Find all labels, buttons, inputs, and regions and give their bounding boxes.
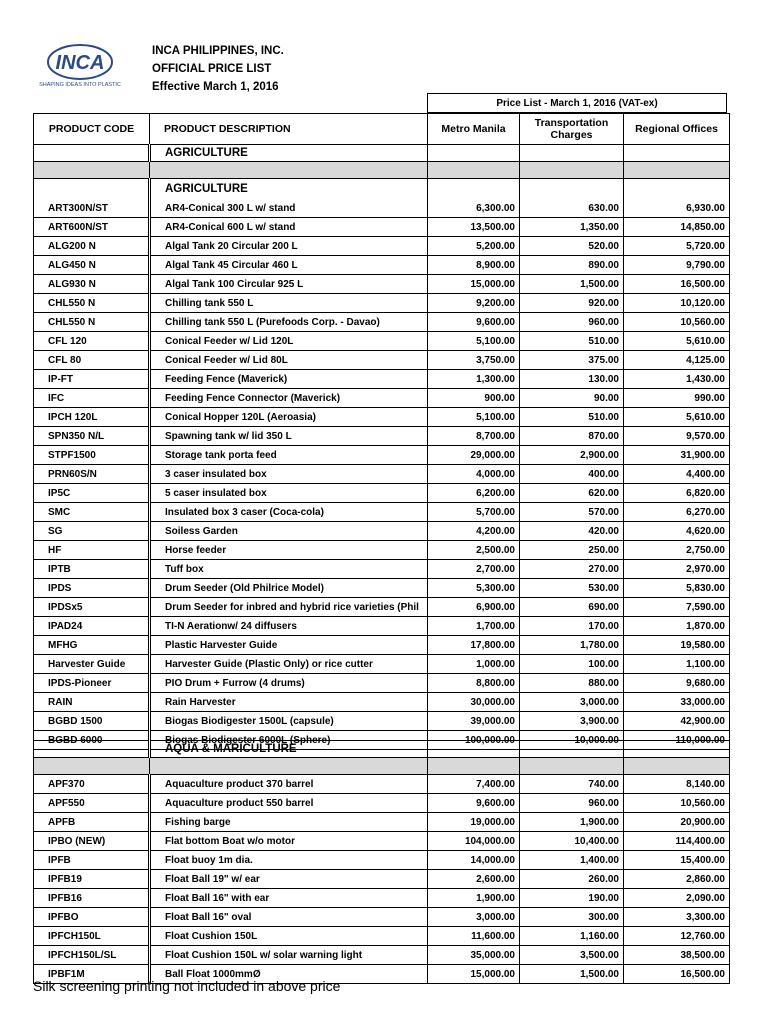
price-regional: 38,500.00 bbox=[624, 946, 730, 965]
product-description: Fishing barge bbox=[150, 813, 428, 832]
col-header-regional: Regional Offices bbox=[624, 114, 730, 145]
transportation-charge: 630.00 bbox=[520, 199, 624, 218]
table-row bbox=[34, 617, 730, 636]
transportation-charge: 90.00 bbox=[520, 389, 624, 408]
agriculture-price-table bbox=[33, 113, 730, 750]
product-code: STPF1500 bbox=[34, 446, 150, 465]
product-code: SPN350 N/L bbox=[34, 427, 150, 446]
product-description: Biogas Biodigester 1500L (capsule) bbox=[150, 712, 428, 731]
product-code: CHL550 N bbox=[34, 294, 150, 313]
product-code: IPDS bbox=[34, 579, 150, 598]
price-regional: 14,850.00 bbox=[624, 218, 730, 237]
col-header-transport: Transportation Charges bbox=[520, 114, 624, 145]
transportation-charge: 520.00 bbox=[520, 237, 624, 256]
price-regional: 4,125.00 bbox=[624, 351, 730, 370]
price-metro-manila: 14,000.00 bbox=[428, 851, 520, 870]
product-code: IPDS-Pioneer bbox=[34, 674, 150, 693]
price-regional: 10,120.00 bbox=[624, 294, 730, 313]
product-description: Storage tank porta feed bbox=[150, 446, 428, 465]
price-regional: 20,900.00 bbox=[624, 813, 730, 832]
section-title-agriculture: AGRICULTURE bbox=[150, 145, 428, 162]
table-row bbox=[34, 389, 730, 408]
product-code: IPFB bbox=[34, 851, 150, 870]
price-regional: 16,500.00 bbox=[624, 275, 730, 294]
table-row bbox=[34, 946, 730, 965]
price-metro-manila: 9,200.00 bbox=[428, 294, 520, 313]
price-regional: 2,970.00 bbox=[624, 560, 730, 579]
table-row bbox=[34, 332, 730, 351]
table-row bbox=[34, 465, 730, 484]
price-metro-manila: 5,700.00 bbox=[428, 503, 520, 522]
table-row bbox=[34, 889, 730, 908]
aqua-price-table bbox=[33, 740, 730, 984]
product-description: Conical Hopper 120L (Aeroasia) bbox=[150, 408, 428, 427]
price-metro-manila: 8,800.00 bbox=[428, 674, 520, 693]
table-row bbox=[34, 541, 730, 560]
product-code: MFHG bbox=[34, 636, 150, 655]
transportation-charge: 530.00 bbox=[520, 579, 624, 598]
table-row bbox=[34, 870, 730, 889]
price-metro-manila: 15,000.00 bbox=[428, 965, 520, 984]
table-row bbox=[34, 636, 730, 655]
price-regional: 9,570.00 bbox=[624, 427, 730, 446]
price-regional: 7,590.00 bbox=[624, 598, 730, 617]
product-code: IPFB19 bbox=[34, 870, 150, 889]
product-code: CFL 120 bbox=[34, 332, 150, 351]
price-metro-manila: 17,800.00 bbox=[428, 636, 520, 655]
price-regional: 31,900.00 bbox=[624, 446, 730, 465]
table-row bbox=[34, 522, 730, 541]
price-regional: 9,790.00 bbox=[624, 256, 730, 275]
price-metro-manila: 100,000.00 bbox=[428, 731, 520, 750]
transportation-charge: 100.00 bbox=[520, 655, 624, 674]
price-regional: 16,500.00 bbox=[624, 965, 730, 984]
transportation-charge: 2,900.00 bbox=[520, 446, 624, 465]
product-description: Float Cushion 150L w/ solar warning light bbox=[150, 946, 428, 965]
col-header-metro: Metro Manila bbox=[428, 114, 520, 145]
product-description: Horse feeder bbox=[150, 541, 428, 560]
product-description: Feeding Fence Connector (Maverick) bbox=[150, 389, 428, 408]
transportation-charge: 400.00 bbox=[520, 465, 624, 484]
table-header-row bbox=[34, 114, 730, 145]
table-row bbox=[34, 832, 730, 851]
price-metro-manila: 5,200.00 bbox=[428, 237, 520, 256]
price-regional: 19,580.00 bbox=[624, 636, 730, 655]
svg-text:INCA: INCA bbox=[55, 52, 105, 74]
transportation-charge: 375.00 bbox=[520, 351, 624, 370]
section-row bbox=[34, 145, 730, 162]
product-description: Chilling tank 550 L (Purefoods Corp. - Davao) bbox=[150, 313, 428, 332]
price-regional: 10,560.00 bbox=[624, 794, 730, 813]
table-row bbox=[34, 813, 730, 832]
transportation-charge: 890.00 bbox=[520, 256, 624, 275]
svg-text:SHAPING IDEAS INTO PLASTIC: SHAPING IDEAS INTO PLASTIC bbox=[39, 82, 121, 88]
product-description: AR4-Conical 600 L w/ stand bbox=[150, 218, 428, 237]
price-metro-manila: 30,000.00 bbox=[428, 693, 520, 712]
transportation-charge: 510.00 bbox=[520, 332, 624, 351]
product-code: HF bbox=[34, 541, 150, 560]
price-regional: 9,680.00 bbox=[624, 674, 730, 693]
transportation-charge: 190.00 bbox=[520, 889, 624, 908]
product-code: CFL 80 bbox=[34, 351, 150, 370]
product-code: IFC bbox=[34, 389, 150, 408]
price-metro-manila: 4,200.00 bbox=[428, 522, 520, 541]
transportation-charge: 170.00 bbox=[520, 617, 624, 636]
transportation-charge: 270.00 bbox=[520, 560, 624, 579]
transportation-charge: 620.00 bbox=[520, 484, 624, 503]
transportation-charge: 570.00 bbox=[520, 503, 624, 522]
col-header-description: PRODUCT DESCRIPTION bbox=[150, 114, 428, 145]
transportation-charge: 300.00 bbox=[520, 908, 624, 927]
price-regional: 4,400.00 bbox=[624, 465, 730, 484]
company-logo bbox=[30, 40, 130, 90]
price-metro-manila: 5,100.00 bbox=[428, 332, 520, 351]
price-metro-manila: 2,600.00 bbox=[428, 870, 520, 889]
product-description: Plastic Harvester Guide bbox=[150, 636, 428, 655]
table-row bbox=[34, 712, 730, 731]
price-metro-manila: 1,300.00 bbox=[428, 370, 520, 389]
product-description: Aquaculture product 550 barrel bbox=[150, 794, 428, 813]
price-metro-manila: 900.00 bbox=[428, 389, 520, 408]
transportation-charge: 1,500.00 bbox=[520, 965, 624, 984]
product-description: Rain Harvester bbox=[150, 693, 428, 712]
price-metro-manila: 6,300.00 bbox=[428, 199, 520, 218]
product-description: Conical Feeder w/ Lid 120L bbox=[150, 332, 428, 351]
product-description: Float Cushion 150L bbox=[150, 927, 428, 946]
price-regional: 110,000.00 bbox=[624, 731, 730, 750]
price-regional: 1,870.00 bbox=[624, 617, 730, 636]
product-code: IP-FT bbox=[34, 370, 150, 389]
product-code: IPBO (NEW) bbox=[34, 832, 150, 851]
price-metro-manila: 9,600.00 bbox=[428, 794, 520, 813]
table-row bbox=[34, 908, 730, 927]
product-code: CHL550 N bbox=[34, 313, 150, 332]
company-name: INCA PHILIPPINES, INC. bbox=[152, 45, 284, 57]
table-row bbox=[34, 313, 730, 332]
table-row bbox=[34, 598, 730, 617]
product-description: Ball Float 1000mmØ bbox=[150, 965, 428, 984]
table-row bbox=[34, 579, 730, 598]
effective-date: Effective March 1, 2016 bbox=[152, 81, 279, 93]
price-metro-manila: 9,600.00 bbox=[428, 313, 520, 332]
product-code: BGBD 6000 bbox=[34, 731, 150, 750]
price-regional: 1,100.00 bbox=[624, 655, 730, 674]
price-metro-manila: 15,000.00 bbox=[428, 275, 520, 294]
transportation-charge: 1,160.00 bbox=[520, 927, 624, 946]
product-code: SMC bbox=[34, 503, 150, 522]
transportation-charge: 130.00 bbox=[520, 370, 624, 389]
table-row bbox=[34, 218, 730, 237]
product-description: PIO Drum + Furrow (4 drums) bbox=[150, 674, 428, 693]
product-code: ART600N/ST bbox=[34, 218, 150, 237]
transportation-charge: 1,350.00 bbox=[520, 218, 624, 237]
price-metro-manila: 19,000.00 bbox=[428, 813, 520, 832]
product-description: Conical Feeder w/ Lid 80L bbox=[150, 351, 428, 370]
transportation-charge: 3,500.00 bbox=[520, 946, 624, 965]
price-metro-manila: 2,500.00 bbox=[428, 541, 520, 560]
price-metro-manila: 3,750.00 bbox=[428, 351, 520, 370]
price-regional: 5,830.00 bbox=[624, 579, 730, 598]
product-code: SG bbox=[34, 522, 150, 541]
price-regional: 5,720.00 bbox=[624, 237, 730, 256]
product-code: APFB bbox=[34, 813, 150, 832]
price-regional: 5,610.00 bbox=[624, 332, 730, 351]
product-description: 5 caser insulated box bbox=[150, 484, 428, 503]
table-row bbox=[34, 199, 730, 218]
table-row bbox=[34, 351, 730, 370]
price-metro-manila: 1,000.00 bbox=[428, 655, 520, 674]
price-metro-manila: 3,000.00 bbox=[428, 908, 520, 927]
price-metro-manila: 8,900.00 bbox=[428, 256, 520, 275]
transportation-charge: 3,000.00 bbox=[520, 693, 624, 712]
product-code: APF550 bbox=[34, 794, 150, 813]
price-metro-manila: 39,000.00 bbox=[428, 712, 520, 731]
product-description: Drum Seeder (Old Philrice Model) bbox=[150, 579, 428, 598]
transportation-charge: 1,780.00 bbox=[520, 636, 624, 655]
product-description: Float Ball 19" w/ ear bbox=[150, 870, 428, 889]
price-regional: 12,760.00 bbox=[624, 927, 730, 946]
transportation-charge: 960.00 bbox=[520, 794, 624, 813]
product-description: AR4-Conical 300 L w/ stand bbox=[150, 199, 428, 218]
subsection-row bbox=[34, 179, 730, 200]
table-row bbox=[34, 693, 730, 712]
table-row bbox=[34, 237, 730, 256]
price-metro-manila: 8,700.00 bbox=[428, 427, 520, 446]
price-regional: 1,430.00 bbox=[624, 370, 730, 389]
price-regional: 114,400.00 bbox=[624, 832, 730, 851]
price-metro-manila: 6,200.00 bbox=[428, 484, 520, 503]
product-description: Soiless Garden bbox=[150, 522, 428, 541]
table-row bbox=[34, 294, 730, 313]
price-regional: 2,090.00 bbox=[624, 889, 730, 908]
product-code: IPFCH150L/SL bbox=[34, 946, 150, 965]
table-row bbox=[34, 484, 730, 503]
product-code: IPDSx5 bbox=[34, 598, 150, 617]
table-row bbox=[34, 851, 730, 870]
product-description: Aquaculture product 370 barrel bbox=[150, 775, 428, 794]
product-description: Biogas Biodigester 6000L (Sphere) bbox=[150, 731, 428, 750]
price-metro-manila: 29,000.00 bbox=[428, 446, 520, 465]
product-code: Harvester Guide bbox=[34, 655, 150, 674]
price-regional: 6,930.00 bbox=[624, 199, 730, 218]
transportation-charge: 10,000.00 bbox=[520, 731, 624, 750]
price-metro-manila: 2,700.00 bbox=[428, 560, 520, 579]
table-row bbox=[34, 503, 730, 522]
transportation-charge: 260.00 bbox=[520, 870, 624, 889]
price-list-header: Price List - March 1, 2016 (VAT-ex) bbox=[427, 93, 727, 113]
product-code: IP5C bbox=[34, 484, 150, 503]
product-code: RAIN bbox=[34, 693, 150, 712]
price-regional: 2,860.00 bbox=[624, 870, 730, 889]
product-description: Float buoy 1m dia. bbox=[150, 851, 428, 870]
transportation-charge: 510.00 bbox=[520, 408, 624, 427]
price-metro-manila: 11,600.00 bbox=[428, 927, 520, 946]
price-metro-manila: 13,500.00 bbox=[428, 218, 520, 237]
price-metro-manila: 5,100.00 bbox=[428, 408, 520, 427]
price-regional: 8,140.00 bbox=[624, 775, 730, 794]
price-regional: 6,270.00 bbox=[624, 503, 730, 522]
subsection-title-agriculture: AGRICULTURE bbox=[150, 179, 428, 200]
product-code: BGBD 1500 bbox=[34, 712, 150, 731]
table-row bbox=[34, 408, 730, 427]
transportation-charge: 960.00 bbox=[520, 313, 624, 332]
table-row bbox=[34, 775, 730, 794]
price-regional: 2,750.00 bbox=[624, 541, 730, 560]
table-row bbox=[34, 275, 730, 294]
transportation-charge: 3,900.00 bbox=[520, 712, 624, 731]
section-title-aqua: AQUA & MARICULTURE bbox=[150, 741, 428, 758]
product-description: Float Ball 16" with ear bbox=[150, 889, 428, 908]
price-regional: 33,000.00 bbox=[624, 693, 730, 712]
product-description: Spawning tank w/ lid 350 L bbox=[150, 427, 428, 446]
footnote: Silk screening printing not included in above price bbox=[33, 978, 341, 994]
table-row bbox=[34, 560, 730, 579]
transportation-charge: 1,900.00 bbox=[520, 813, 624, 832]
price-metro-manila: 1,700.00 bbox=[428, 617, 520, 636]
price-regional: 5,610.00 bbox=[624, 408, 730, 427]
price-metro-manila: 5,300.00 bbox=[428, 579, 520, 598]
product-description: Feeding Fence (Maverick) bbox=[150, 370, 428, 389]
product-description: Algal Tank 45 Circular 460 L bbox=[150, 256, 428, 275]
price-regional: 15,400.00 bbox=[624, 851, 730, 870]
transportation-charge: 870.00 bbox=[520, 427, 624, 446]
price-metro-manila: 35,000.00 bbox=[428, 946, 520, 965]
price-regional: 3,300.00 bbox=[624, 908, 730, 927]
product-description: Flat bottom Boat w/o motor bbox=[150, 832, 428, 851]
section-row bbox=[34, 741, 730, 758]
price-metro-manila: 6,900.00 bbox=[428, 598, 520, 617]
table-row bbox=[34, 370, 730, 389]
document-title: OFFICIAL PRICE LIST bbox=[152, 63, 272, 75]
product-description: Algal Tank 20 Circular 200 L bbox=[150, 237, 428, 256]
transportation-charge: 690.00 bbox=[520, 598, 624, 617]
product-code: IPFCH150L bbox=[34, 927, 150, 946]
table-row bbox=[34, 427, 730, 446]
price-regional: 10,560.00 bbox=[624, 313, 730, 332]
product-code: IPBF1M bbox=[34, 965, 150, 984]
product-code: ALG930 N bbox=[34, 275, 150, 294]
product-code: IPTB bbox=[34, 560, 150, 579]
transportation-charge: 880.00 bbox=[520, 674, 624, 693]
section-band bbox=[34, 758, 730, 775]
table-row bbox=[34, 256, 730, 275]
price-metro-manila: 1,900.00 bbox=[428, 889, 520, 908]
transportation-charge: 920.00 bbox=[520, 294, 624, 313]
price-regional: 42,900.00 bbox=[624, 712, 730, 731]
product-code: IPCH 120L bbox=[34, 408, 150, 427]
section-band bbox=[34, 162, 730, 179]
transportation-charge: 250.00 bbox=[520, 541, 624, 560]
product-description: Float Ball 16" oval bbox=[150, 908, 428, 927]
product-description: Tuff box bbox=[150, 560, 428, 579]
price-regional: 990.00 bbox=[624, 389, 730, 408]
product-code: IPAD24 bbox=[34, 617, 150, 636]
price-metro-manila: 7,400.00 bbox=[428, 775, 520, 794]
col-header-code: PRODUCT CODE bbox=[34, 114, 150, 145]
transportation-charge: 1,400.00 bbox=[520, 851, 624, 870]
table-row bbox=[34, 674, 730, 693]
product-code: APF370 bbox=[34, 775, 150, 794]
price-metro-manila: 4,000.00 bbox=[428, 465, 520, 484]
table-row bbox=[34, 794, 730, 813]
product-code: IPFB16 bbox=[34, 889, 150, 908]
price-metro-manila: 104,000.00 bbox=[428, 832, 520, 851]
product-description: Harvester Guide (Plastic Only) or rice cutter bbox=[150, 655, 428, 674]
product-description: TI-N Aerationw/ 24 diffusers bbox=[150, 617, 428, 636]
company-header bbox=[152, 42, 284, 96]
transportation-charge: 10,400.00 bbox=[520, 832, 624, 851]
product-description: Algal Tank 100 Circular 925 L bbox=[150, 275, 428, 294]
product-description: Drum Seeder for inbred and hybrid rice varieties (Phil bbox=[150, 598, 428, 617]
transportation-charge: 420.00 bbox=[520, 522, 624, 541]
product-code: ALG450 N bbox=[34, 256, 150, 275]
transportation-charge: 1,500.00 bbox=[520, 275, 624, 294]
table-row bbox=[34, 927, 730, 946]
price-regional: 6,820.00 bbox=[624, 484, 730, 503]
product-code: ALG200 N bbox=[34, 237, 150, 256]
table-row bbox=[34, 446, 730, 465]
transportation-charge: 740.00 bbox=[520, 775, 624, 794]
table-row bbox=[34, 655, 730, 674]
product-description: Chilling tank 550 L bbox=[150, 294, 428, 313]
price-regional: 4,620.00 bbox=[624, 522, 730, 541]
product-description: 3 caser insulated box bbox=[150, 465, 428, 484]
product-code: ART300N/ST bbox=[34, 199, 150, 218]
product-description: Insulated box 3 caser (Coca-cola) bbox=[150, 503, 428, 522]
product-code: PRN60S/N bbox=[34, 465, 150, 484]
product-code: IPFBO bbox=[34, 908, 150, 927]
